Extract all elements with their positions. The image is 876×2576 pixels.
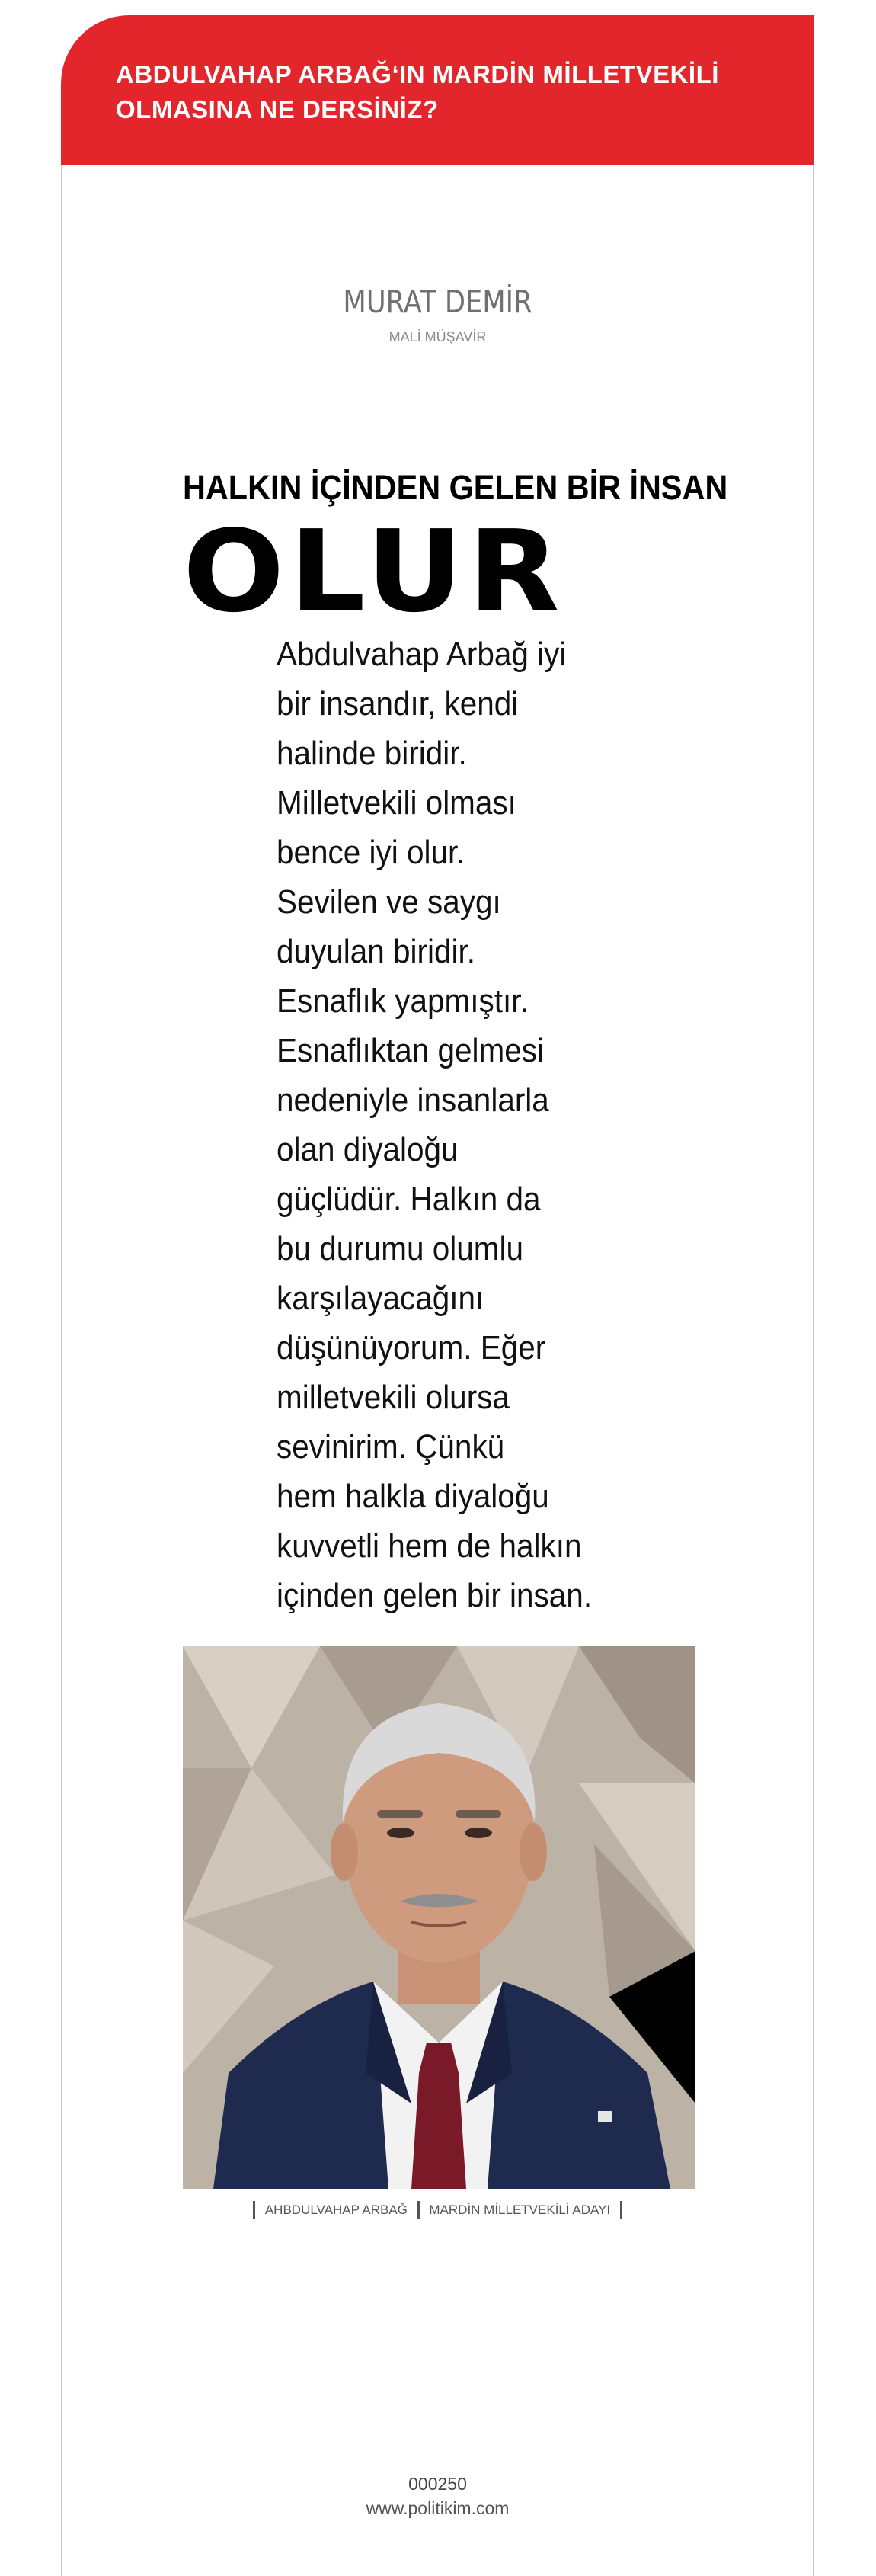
body-line: Esnaflık yapmıştır. <box>277 982 529 1020</box>
body-line: olan diyaloğu <box>277 1131 459 1168</box>
caption-divider <box>620 2201 622 2219</box>
body-line: Sevilen ve saygı <box>277 883 501 921</box>
article-headline: OLUR <box>183 506 565 637</box>
footer-website-link[interactable]: www.politikim.com <box>366 2498 510 2518</box>
body-line: Abdulvahap Arbağ iyi <box>277 636 567 673</box>
author-role: MALİ MÜŞAVİR <box>388 329 487 344</box>
body-line: bu durumu olumlu <box>277 1230 524 1267</box>
body-line: bence iyi olur. <box>277 834 465 871</box>
caption-title: MARDİN MİLLETVEKİLİ ADAYI <box>429 2203 611 2217</box>
body-line: nedeniyle insanlarla <box>277 1081 549 1119</box>
body-line: bir insandır, kendi <box>277 685 519 722</box>
page-border-right <box>813 152 814 2576</box>
question-banner <box>61 15 814 165</box>
question-title <box>116 57 769 127</box>
body-line: içinden gelen bir insan. <box>277 1577 593 1614</box>
body-line: güçlüdür. Halkın da <box>277 1181 541 1218</box>
candidate-photo <box>183 1646 695 2189</box>
photo-caption <box>62 2201 813 2219</box>
body-line: düşünüyorum. Eğer <box>277 1329 546 1366</box>
author-name: MURAT DEMİR <box>343 284 532 320</box>
article-subhead: HALKIN İÇİNDEN GELEN BİR İNSAN <box>183 468 728 507</box>
caption-divider <box>417 2201 420 2219</box>
body-line: kuvvetli hem de halkın <box>277 1527 582 1565</box>
candidate-portrait <box>183 1646 695 2189</box>
page-number: 000250 <box>408 2474 467 2494</box>
body-line: Milletvekili olması <box>277 784 516 822</box>
body-line: hem halkla diyaloğu <box>277 1478 549 1515</box>
article-body <box>277 630 593 1620</box>
caption-name: AHBDULVAHAP ARBAĞ <box>264 2203 408 2217</box>
question-title-line-2: OLMASINA NE DERSİNİZ? <box>116 95 439 123</box>
body-line: sevinirim. Çünkü <box>277 1428 505 1466</box>
body-line: duyulan biridir. <box>277 933 476 970</box>
caption-divider <box>253 2201 255 2219</box>
body-line: milletvekili olursa <box>277 1379 510 1416</box>
body-line: karşılayacağını <box>277 1280 484 1317</box>
question-title-line-1: ABDULVAHAP ARBAĞ‘IN MARDİN MİLLETVEKİLİ <box>116 60 719 88</box>
body-line: Esnaflıktan gelmesi <box>277 1032 545 1069</box>
body-line: halinde biridir. <box>277 735 467 772</box>
